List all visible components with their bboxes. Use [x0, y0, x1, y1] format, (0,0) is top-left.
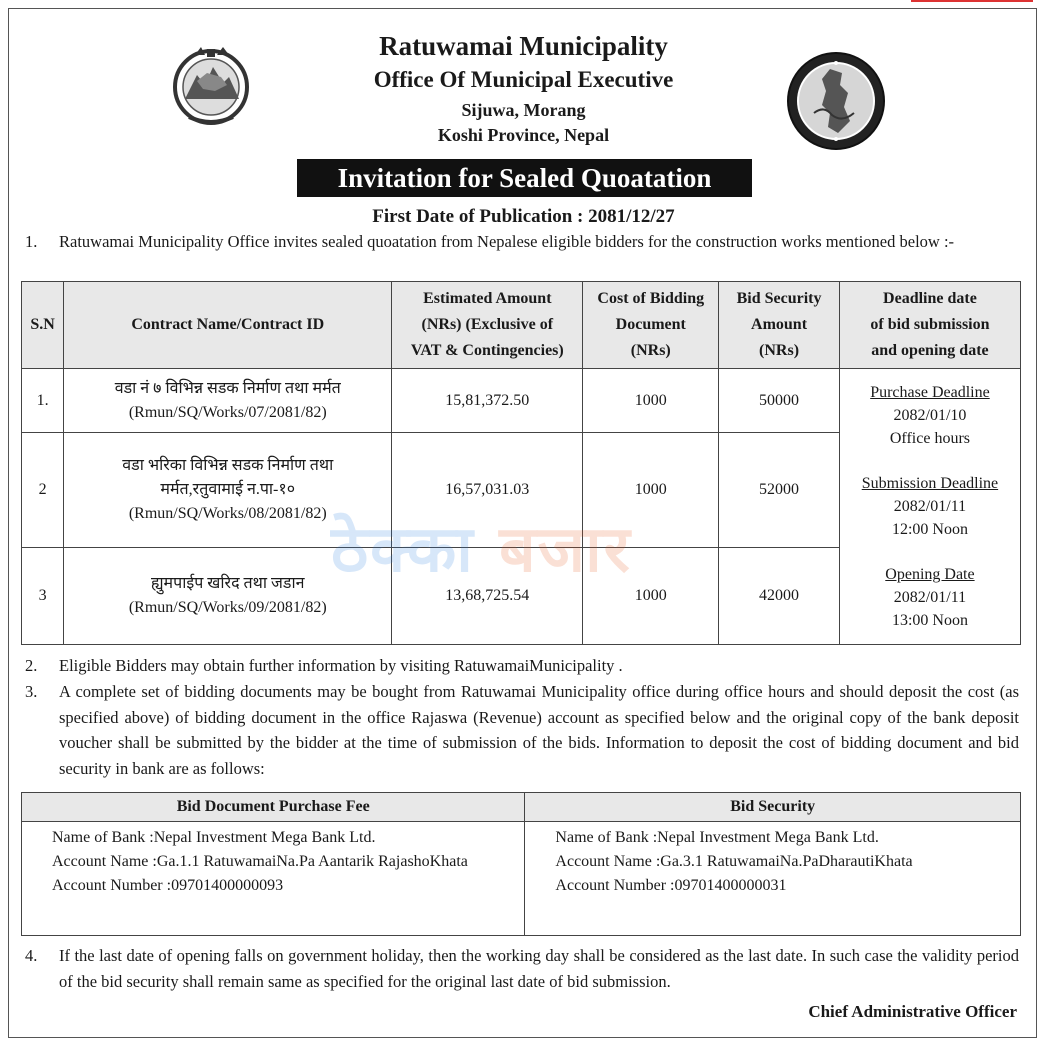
header-cost-line-1: Cost of Bidding [597, 290, 705, 308]
bank-security-header: Bid Security [525, 793, 1021, 822]
row-contract-name [64, 369, 392, 433]
signature: Chief Administrative Officer [808, 1002, 1017, 1021]
row-name-line-2: मर्मत,रतुवामाई न.पा-१० [160, 481, 296, 499]
row-cost: 1000 [583, 433, 719, 547]
row-estimate: 16,57,031.03 [392, 433, 583, 547]
address-line-2: Koshi Province, Nepal [437, 125, 610, 145]
row-security: 52000 [719, 433, 840, 547]
paragraph-2-number: 2. [25, 656, 38, 675]
submission-deadline-time: 12:00 Noon [891, 521, 968, 539]
header-estimated-amount [392, 282, 583, 369]
header-deadline-line-2: of bid submission [870, 316, 990, 334]
bank-table-header-row [22, 793, 1021, 822]
header-cost-of-bidding [583, 282, 719, 369]
office-name: Office Of Municipal Executive [373, 67, 674, 92]
header-security-line-3: (NRs) [759, 342, 800, 360]
header-cost-line-3: (NRs) [630, 342, 671, 360]
header-deadline [839, 282, 1020, 369]
row-security: 50000 [719, 369, 840, 433]
row-sn: 3 [22, 547, 64, 644]
paragraph-2 [25, 653, 1019, 679]
opening-date-label: Opening Date [885, 566, 975, 584]
fee-account-name: Account Name :Ga.1.1 RatuwamaiNa.Pa Aantarik RajashoKhata [52, 853, 468, 870]
opening-date-value: 2082/01/11 [893, 589, 967, 607]
contracts-table-header-row [22, 282, 1021, 369]
header-estimate-line-2: (NRs) (Exclusive of [421, 316, 554, 334]
municipality-name: Ratuwamai Municipality [379, 31, 668, 61]
purchase-deadline-time: Office hours [889, 430, 970, 448]
contracts-table [21, 281, 1021, 645]
row-name-line-1: ह्युमपाईप खरिद तथा जडान [150, 574, 305, 592]
bank-security-details [525, 822, 1021, 936]
paragraph-1-number: 1. [25, 232, 38, 251]
paragraph-3-text: A complete set of bidding documents may be bought from Ratuwamai Municipality office during office hours and should deposit the cost (as specified above) of bidding document in the office Rajaswa (Revenue) account as specified below and the original copy of the bank deposit voucher shall be submitted by the bidder at the time of submission of the bids. Information to deposit the cost of bidding document and bid security in bank are as follows: [59, 682, 1019, 778]
purchase-deadline-date: 2082/01/10 [893, 407, 967, 425]
header-estimate-line-1: Estimated Amount [423, 290, 552, 308]
security-bank-name: Name of Bank :Nepal Investment Mega Bank Ltd. [555, 829, 879, 846]
watermark [331, 503, 632, 590]
deadline-cell [839, 369, 1020, 645]
header-bid-security [719, 282, 840, 369]
submission-deadline-label: Submission Deadline [861, 475, 999, 493]
paragraph-1-text: Ratuwamai Municipality Office invites sealed quoatation from Nepalese eligible bidders for the construction works mentioned below :- [59, 232, 955, 251]
bank-fee-header: Bid Document Purchase Fee [22, 793, 525, 822]
opening-date-time: 13:00 Noon [891, 612, 968, 630]
paragraph-1 [25, 229, 1019, 255]
header-estimate-line-3: VAT & Contingencies) [410, 342, 564, 360]
paragraph-3 [25, 679, 1019, 781]
row-name-line-1: वडा नं ७ विभिन्न सडक निर्माण तथा मर्मत [114, 379, 341, 397]
bank-fee-details [22, 822, 525, 936]
purchase-deadline-label: Purchase Deadline [870, 384, 990, 402]
bank-table-body-row [22, 822, 1021, 936]
header-sn: S.N [22, 282, 64, 369]
paragraph-4-text: If the last date of opening falls on government holiday, then the working day shall be considered as the last date. In such case the validity period of the bid security shall remain same as specified for the original last date of bid submission. [59, 946, 1019, 991]
row-contract-id: (Rmun/SQ/Works/07/2081/82) [128, 403, 327, 421]
header-deadline-line-3: and opening date [871, 342, 989, 360]
address-line-1: Sijuwa, Morang [461, 100, 586, 120]
paragraph-4 [25, 943, 1019, 994]
paragraph-3-number: 3. [25, 682, 38, 701]
header-deadline-line-1: Deadline date [883, 290, 977, 308]
header-contract-name: Contract Name/Contract ID [64, 282, 392, 369]
header-cost-line-2: Document [615, 316, 686, 334]
corner-red-line [911, 0, 1033, 2]
watermark-part-2: बजार [499, 513, 632, 587]
header-security-line-1: Bid Security [736, 290, 822, 308]
row-estimate: 15,81,372.50 [392, 369, 583, 433]
table-row [22, 369, 1021, 433]
fee-bank-name: Name of Bank :Nepal Investment Mega Bank Ltd. [52, 829, 376, 846]
security-account-name: Account Name :Ga.3.1 RatuwamaiNa.PaDharautiKhata [555, 853, 913, 870]
row-name-line-1: वडा भरिका विभिन्न सडक निर्माण तथा [122, 457, 334, 475]
fee-account-number: Account Number :09701400000093 [52, 877, 284, 894]
row-contract-id: (Rmun/SQ/Works/09/2081/82) [128, 598, 327, 616]
row-sn: 2 [22, 433, 64, 547]
security-account-number: Account Number :09701400000031 [555, 877, 787, 894]
row-cost: 1000 [583, 547, 719, 644]
notice-page [8, 8, 1037, 1038]
paragraph-4-number: 4. [25, 946, 38, 965]
row-security: 42000 [719, 547, 840, 644]
deadline-spacer [843, 450, 1017, 472]
deadline-spacer [843, 541, 1017, 563]
publication-date: First Date of Publication : 2081/12/27 [372, 206, 675, 227]
row-sn: 1. [22, 369, 64, 433]
header-security-line-2: Amount [751, 316, 808, 334]
notice-title-banner: Invitation for Sealed Quoatation [297, 159, 752, 197]
watermark-part-1: ठेक्का [331, 513, 475, 587]
paragraph-2-text: Eligible Bidders may obtain further information by visiting RatuwamaiMunicipality . [59, 656, 623, 675]
bank-details-table [21, 792, 1021, 936]
row-cost: 1000 [583, 369, 719, 433]
submission-deadline-date: 2082/01/11 [893, 498, 967, 516]
row-contract-id: (Rmun/SQ/Works/08/2081/82) [128, 505, 327, 523]
row-estimate: 13,68,725.54 [392, 547, 583, 644]
